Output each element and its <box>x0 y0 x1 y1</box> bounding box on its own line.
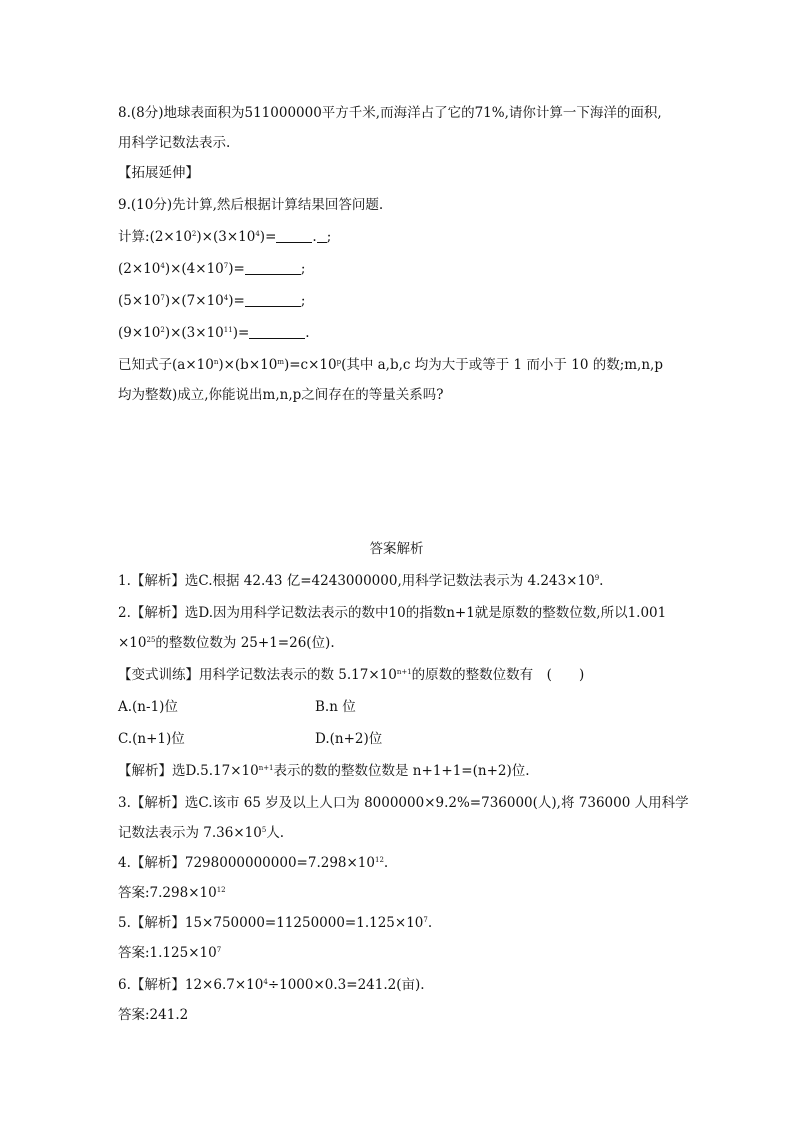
answer-blank[interactable] <box>276 230 312 243</box>
option-b: B.n 位 <box>315 699 356 715</box>
q9-expr-2: $(2\times 10^4)\times(4\times 10^7)=$ ; <box>118 261 306 277</box>
answer-1: 1.【解析】选C.根据 42.43 亿=4243000000,用科学记数法表示为 $4.243\times 10^9$. <box>118 573 604 589</box>
answer-2-line2: $\times 10^{25}$的整数位数为 25+1=26(位). <box>118 635 335 651</box>
answer-2-line1: 2.【解析】选D.因为用科学记数法表示的数中10的指数n+1就是原数的整数位数,所以1.001 <box>118 605 667 621</box>
section-heading-extend: 【拓展延伸】 <box>118 165 199 181</box>
q9-expr-1: 计算$:(2\times 10^2)\times(3\times 10^4)=$ . ; <box>118 229 332 245</box>
q9-expr-4: $(9\times 10^2)\times(3\times 10^{11})=$ . <box>118 325 310 341</box>
answers-title: 答案解析 <box>369 541 424 557</box>
answer-6-result: 答案:241.2 <box>118 1007 189 1023</box>
answer-3-line1: 3.【解析】选C.该市 65 岁及以上人口为 8000000×9.2%=736000(人),将 736000 人用科学 <box>118 795 689 811</box>
q9-general-line1: 已知式子$(a\times 10^n)\times(b\times 10^m)=c\times 10^p$(其中 a,b,c 均为大于或等于 1 而小于 10 的数;m,n,p <box>118 357 663 373</box>
q8-line1: 8.(8分)地球表面积为511000000平方千米,而海洋占了它的71%,请你计算一下海洋的面积, <box>118 105 662 121</box>
answer-4: 4.【解析】$7298000000000=7.298\times 10^{12}$. <box>118 855 389 871</box>
q9-intro: 9.(10分)先计算,然后根据计算结果回答问题. <box>118 197 384 213</box>
answer-5: 5.【解析】$15\times 750000=11250000=1.125\times 10^7$. <box>118 915 433 931</box>
answer-5-result: 答案$:1.125\times 10^7$ <box>118 945 222 961</box>
q8-line2: 用科学记数法表示. <box>118 135 231 151</box>
answer-blank[interactable] <box>245 262 301 275</box>
option-d: D.(n+2)位 <box>315 731 383 747</box>
variant-question: 【变式训练】用科学记数法表示的数 $5.17\times 10^{n+1}$的原数的整数位数有 ( ) <box>118 667 585 683</box>
variant-answer: 【解析】选$D.5.17\times 10^{n+1}$表示的数的整数位数是 n+1+1=(n+2)位. <box>118 763 530 779</box>
answer-6: 6.【解析】$12\times 6.7\times 10^4\div 1000\times 0.3=241.2$(亩). <box>118 977 425 993</box>
option-c: C.(n+1)位 <box>118 731 185 747</box>
answer-3-line2: 记数法表示为 $7.36\times 10^5$人. <box>118 825 285 841</box>
answer-blank[interactable] <box>249 326 305 339</box>
option-a: A.(n-1)位 <box>118 699 178 715</box>
answer-blank[interactable] <box>245 294 301 307</box>
q9-general-line2: 均为整数)成立,你能说出m,n,p之间存在的等量关系吗? <box>118 387 444 403</box>
q9-expr-3: $(5\times 10^7)\times(7\times 10^4)=$ ; <box>118 293 306 309</box>
answer-4-result: 答案$:7.298\times 10^{12}$ <box>118 885 226 901</box>
answer-blank[interactable] <box>317 230 327 243</box>
